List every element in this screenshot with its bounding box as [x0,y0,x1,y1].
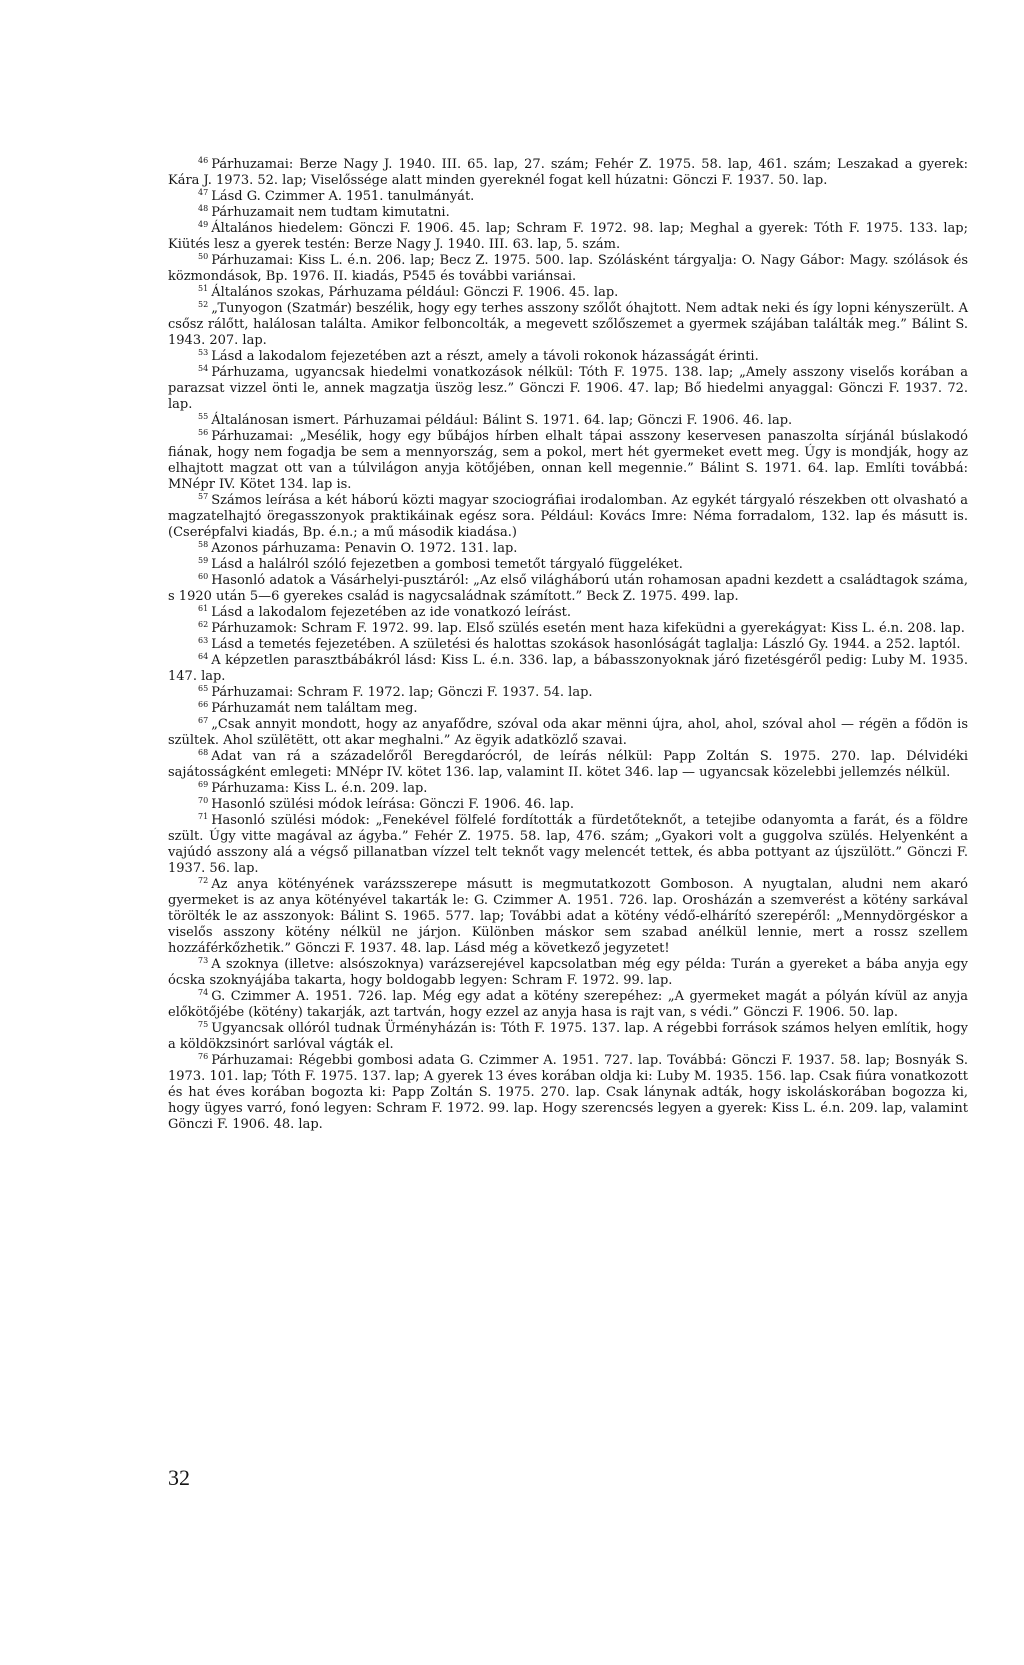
footnote-number: 61 [198,604,209,613]
footnote [168,813,968,877]
footnote-text: Lásd a halálról szóló fejezetben a gombosi temetőt tárgyaló függeléket. [211,557,683,572]
footnote [168,717,968,749]
footnote-text: Lásd a lakodalom fejezetében azt a részt, amely a távoli rokonok házasságát érinti. [211,349,759,364]
footnote [168,349,968,365]
footnote [168,957,968,989]
footnote-number: 63 [198,636,209,645]
footnotes-column [168,157,968,1133]
footnote [168,621,968,637]
footnote [168,797,968,813]
footnote [168,253,968,285]
footnote-text: Párhuzamai: Kiss L. é.n. 206. lap; Becz Z. 1975. 500. lap. Szólásként tárgyalja: O. Nagy Gábor: Magy. szólások és közmondások, Bp. 1976. II. kiadás, P545 és további variánsai. [168,253,968,284]
footnote-number: 74 [198,988,209,997]
footnote [168,365,968,413]
footnote-number: 48 [198,204,209,213]
footnote-number: 54 [198,364,209,373]
footnote-text: „Tunyogon (Szatmár) beszélik, hogy egy terhes asszony szőlőt óhajtott. Nem adtak neki és így lopni kényszerült. A csősz rálőtt, halálosan találta. Amikor felboncolták, a megevett szőlőszemet a gyermek szájában találták meg.” Bálint S. 1943. 207. lap. [168,301,968,348]
footnote-number: 50 [198,252,209,261]
footnote-text: Számos leírása a két háború közti magyar szociográfiai irodalomban. Az egykét tárgyaló részekben ott olvasható a magzatelhajtó öregasszonyok praktikáinak egész sora. Például: Kovács Imre: Néma forradalom, 132. lap és másutt is. (Cserépfalvi kiadás, Bp. é.n.; a mű második kiadása.) [168,493,968,540]
page-number: 32 [168,1465,190,1490]
footnote-text: Általános hiedelem: Gönczi F. 1906. 45. lap; Schram F. 1972. 98. lap; Meghal a gyerek: Tóth F. 1975. 133. lap; Kiütés lesz a gyerek testén: Berze Nagy J. 1940. III. 63. lap, 5. szám. [168,221,968,252]
footnote-text: Általános szokas, Párhuzama például: Gönczi F. 1906. 45. lap. [211,285,619,300]
footnote-text: Hasonló szülési módok leírása: Gönczi F. 1906. 46. lap. [211,797,574,812]
footnote-number: 76 [198,1052,209,1061]
footnote-text: Lásd a temetés fejezetében. A születési és halottas szokások hasonlóságát taglalja: László Gy. 1944. a 252. laptól. [211,637,961,652]
footnote-text: Párhuzamai: „Mesélik, hogy egy bűbájos hírben elhalt tápai asszony keservesen panaszolta sírjánál búslakodó fiának, hogy nem fogadja be sem a mennyország, sem a pokol, mert hét gyermeket evett meg. Úgy is mondják, hogy az elhajtott magzat ott van a túlvilágon anyja kötőjében, onnan kell megennie.” Bálint S. 1971. 64. lap. Említi továbbá: MNépr IV. Kötet 134. lap is. [168,429,968,492]
footnote [168,189,968,205]
footnote [168,157,968,189]
footnote-number: 51 [198,284,209,293]
footnote [168,221,968,253]
footnote [168,1053,968,1133]
footnote-number: 59 [198,556,209,565]
footnote-text: A képzetlen parasztbábákról lásd: Kiss L. é.n. 336. lap, a bábasszonyoknak járó fizetésgéről pedig: Luby M. 1935. 147. lap. [168,653,968,684]
footnote-text: Párhuzamai: Régebbi gombosi adata G. Czimmer A. 1951. 727. lap. Továbbá: Gönczi F. 1937. 58. lap; Bosnyák S. 1973. 101. lap; Tóth F. 1975. 137. lap; A gyerek 13 éves korában oldja ki: Luby M. 1935. 156. lap. Csak fiúra vonatkozott és hat éves korában bogozta ki: Papp Zoltán S. 1975. 270. lap. Csak lánynak adták, hogy iskoláskorában bogozza ki, hogy ügyes varró, fonó legyen: Schram F. 1972. 99. lap. Hogy szerencsés legyen a gyerek: Kiss L. é.n. 209. lap, valamint Gönczi F. 1906. 48. lap. [168,1053,968,1132]
footnote [168,781,968,797]
footnote [168,989,968,1021]
footnote-text: Ugyancsak ollóról tudnak Ürményházán is: Tóth F. 1975. 137. lap. A régebbi források számos helyen említik, hogy a köldökzsinórt sarlóval vágták el. [168,1021,968,1052]
footnote [168,557,968,573]
footnote [168,493,968,541]
footnote [168,605,968,621]
footnote-number: 62 [198,620,209,629]
footnote-text: Párhuzamai: Berze Nagy J. 1940. III. 65. lap, 27. szám; Fehér Z. 1975. 58. lap, 461. szám; Leszakad a gyerek: Kára J. 1973. 52. lap; Viselőssége alatt minden gyereknél fogat kell húzatni: Gönczi F. 1937. 50. lap. [168,157,968,188]
footnote-number: 66 [198,700,209,709]
footnote [168,285,968,301]
footnote-text: Párhuzama: Kiss L. é.n. 209. lap. [211,781,428,796]
footnote [168,1021,968,1053]
footnote-text: Lásd G. Czimmer A. 1951. tanulmányát. [211,189,475,204]
footnote [168,749,968,781]
footnote [168,701,968,717]
footnote-text: Általánosan ismert. Párhuzamai például: Bálint S. 1971. 64. lap; Gönczi F. 1906. 46. lap. [211,413,793,428]
footnote-number: 53 [198,348,209,357]
footnote-number: 56 [198,428,209,437]
footnote [168,205,968,221]
footnote-number: 46 [198,156,209,165]
footnote-text: Párhuzamai: Schram F. 1972. lap; Gönczi F. 1937. 54. lap. [211,685,593,700]
footnote-text: Adat van rá a századelőről Beregdarócról, de leírás nélkül: Papp Zoltán S. 1975. 270. lap. Délvidéki sajátosságként emlegeti: MNépr IV. kötet 136. lap, valamint II. kötet 346. lap — ugyancsak közelebbi jellemzés nélkül. [168,749,968,780]
footnote-text: Azonos párhuzama: Penavin O. 1972. 131. lap. [211,541,518,556]
footnote-text: „Csak annyit mondott, hogy az anyafődre, szóval oda akar mënni újra, ahol, ahol, szóval ahol — régën a fődön is szültek. Ahol szülëtëtt, ott akar meghalni.” Az ëgyik adatközlő szavai. [168,717,968,748]
footnote-text: Párhuzama, ugyancsak hiedelmi vonatkozások nélkül: Tóth F. 1975. 138. lap; „Amely asszony viselős korában a parazsat vizzel önti le, annek magzatja üszög lesz.” Gönczi F. 1906. 47. lap; Bő hiedelmi anyaggal: Gönczi F. 1937. 72. lap. [168,365,968,412]
footnote-number: 73 [198,956,209,965]
footnote [168,301,968,349]
footnote [168,541,968,557]
footnote-number: 60 [198,572,209,581]
footnote-number: 68 [198,748,209,757]
footnote [168,413,968,429]
footnote-number: 70 [198,796,209,805]
footnote-text: Hasonló szülési módok: „Fenekével fölfelé fordították a fürdetőteknőt, a tetejibe odanyomta a farát, és a földre szült. Úgy vitte magával az ágyba.” Fehér Z. 1975. 58. lap, 476. szám; „Gyakori volt a guggolva szülés. Helyenként a vajúdó asszony alá a végső pillanatban vízzel telt teknőt vagy melencét tettek, és abba pottyant az újszülött.” Gönczi F. 1937. 56. lap. [168,813,968,876]
footnote-number: 52 [198,300,209,309]
footnote-number: 55 [198,412,209,421]
footnote-number: 75 [198,1020,209,1029]
footnote [168,685,968,701]
footnote-number: 57 [198,492,209,501]
footnote-number: 58 [198,540,209,549]
footnote [168,653,968,685]
footnote-text: Hasonló adatok a Vásárhelyi-pusztáról: „Az első világháború után rohamosan apadni kezdett a családtagok száma, s 1920 után 5—6 gyerekes család is nagycsaládnak számított.” Beck Z. 1975. 499. lap. [168,573,968,604]
footnote-number: 67 [198,716,209,725]
footnote-number: 69 [198,780,209,789]
footnote-number: 49 [198,220,209,229]
footnote-text: Az anya kötényének varázsszerepe másutt is megmutatkozott Gomboson. A nyugtalan, aludni nem akaró gyermeket is az anya kötényével takarták le: G. Czimmer A. 1951. 726. lap. Orosházán a szemverést a kötény sarkával törölték le az asszonyok: Bálint S. 1965. 577. lap; További adat a kötény védő-elhárító szerepéről: „Mennydörgéskor a viselős asszony kötény nélkül ne járjon. Különben máskor sem szabad anélkül lennie, mert a rossz szellem hozzáférkőzhetik.” Gönczi F. 1937. 48. lap. Lásd még a következő jegyzetet! [168,877,968,956]
footnote-number: 47 [198,188,209,197]
footnote-text: Lásd a lakodalom fejezetében az ide vonatkozó leírást. [211,605,571,620]
footnote-text: A szoknya (illetve: alsószoknya) varázserejével kapcsolatban még egy példa: Turán a gyereket a bába anyja egy ócska szoknyájába takarta, hogy boldogabb legyen: Schram F. 1972. 99. lap. [168,957,968,988]
footnote [168,877,968,957]
footnote [168,573,968,605]
footnote-text: Párhuzamát nem találtam meg. [211,701,418,716]
footnote-text: Párhuzamait nem tudtam kimutatni. [211,205,450,220]
footnote-text: Párhuzamok: Schram F. 1972. 99. lap. Első szülés esetén ment haza kifeküdni a gyerekágyat: Kiss L. é.n. 208. lap. [211,621,965,636]
footnote-number: 71 [198,812,209,821]
footnote-text: G. Czimmer A. 1951. 726. lap. Még egy adat a kötény szerepéhez: „A gyermeket magát a pólyán kívül az anyja előkötőjébe (kötény) takarják, azt tartván, hogy ezzel az anyja hasa is rajt van, s védi.” Gönczi F. 1906. 50. lap. [168,989,968,1020]
footnote-number: 72 [198,876,209,885]
footnote-number: 65 [198,684,209,693]
footnote-number: 64 [198,652,209,661]
footnote [168,637,968,653]
footnote [168,429,968,493]
